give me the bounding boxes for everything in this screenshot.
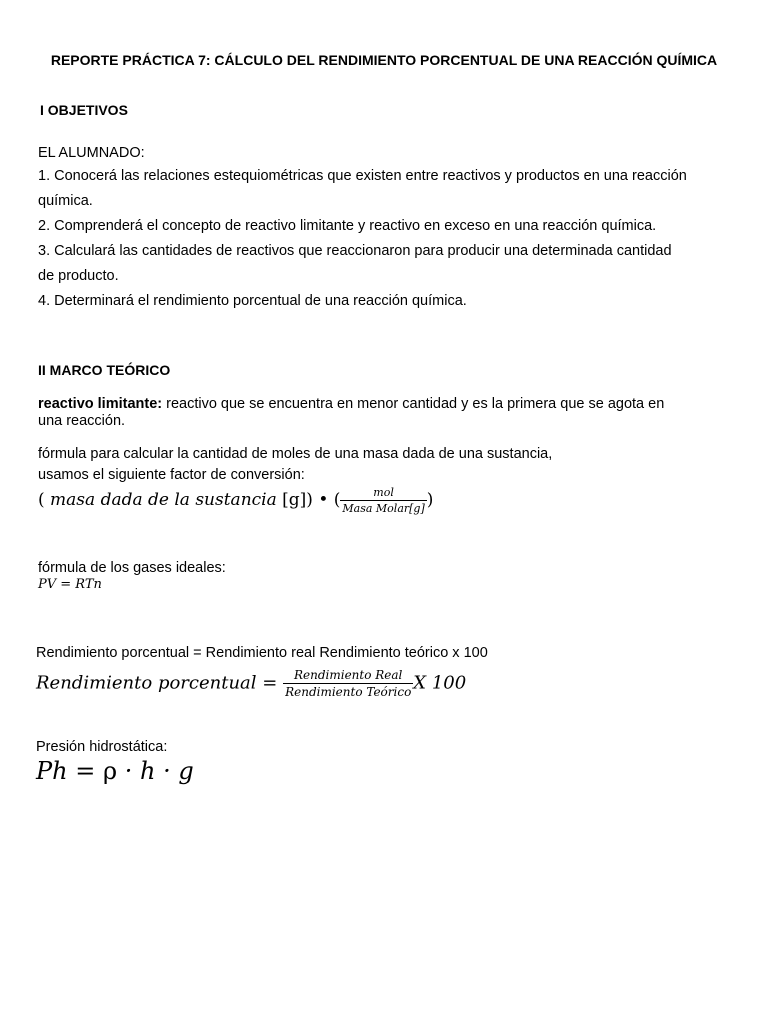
gases-formula: PV = RTn: [38, 577, 102, 592]
fraction-denominator: Rendimiento Teórico: [285, 685, 412, 699]
objetivo-line: 2. Comprenderá el concepto de reactivo limitante y reactivo en exceso en una reacción química.: [38, 218, 657, 234]
formula-rest: · h · g: [117, 757, 194, 785]
presion-label: Presión hidrostática:: [36, 739, 168, 755]
page-title: REPORTE PRÁCTICA 7: CÁLCULO DEL RENDIMIENTO PORCENTUAL DE UNA REACCIÓN QUÍMICA: [50, 52, 718, 68]
presion-formula: [36, 757, 194, 785]
formula-equals: =: [256, 672, 284, 694]
formula-unit: [g]): [276, 490, 313, 510]
section-heading-marco-teorico: II MARCO TEÓRICO: [38, 362, 171, 378]
formula-mass-expression: masa dada de la sustancia: [50, 490, 277, 510]
objetivo-line: 4. Determinará el rendimiento porcentual de una reacción química.: [38, 293, 467, 309]
formula-lhs: Rendimiento porcentual: [36, 672, 257, 694]
limitante-definition: reactivo que se encuentra en menor cantidad y es la primera que se agota en: [162, 396, 665, 412]
formula-rhs: X 100: [413, 672, 467, 694]
formula-lhs: Ph =: [36, 757, 103, 785]
formula-dot: • (: [312, 490, 341, 510]
moles-formula: [38, 486, 433, 515]
moles-text-cont: usamos el siguiente factor de conversión:: [38, 467, 305, 483]
formula-fraction: [340, 486, 426, 515]
limitante-term: reactivo limitante:: [38, 396, 163, 412]
formula-rho: ρ: [102, 757, 118, 785]
section-heading-objetivos: I OBJETIVOS: [40, 102, 128, 118]
objetivo-line: 1. Conocerá las relaciones estequiométricas que existen entre reactivos y productos en una reacción: [38, 168, 687, 184]
formula-open-paren: (: [38, 490, 51, 510]
objetivo-line: química.: [38, 193, 93, 209]
moles-text: fórmula para calcular la cantidad de moles de una masa dada de una sustancia,: [38, 446, 553, 462]
rendimiento-formula: [36, 668, 466, 699]
objetivo-line: de producto.: [38, 268, 119, 284]
fraction-denominator: Masa Molar[g]: [342, 502, 425, 515]
limitante-paragraph: [38, 395, 664, 413]
objetivo-line: 3. Calculará las cantidades de reactivos que reaccionaron para producir una determinada cantidad: [38, 243, 672, 259]
objetivos-list: [38, 164, 738, 314]
objetivos-intro: EL ALUMNADO:: [38, 145, 145, 161]
fraction-numerator: Rendimiento Real: [283, 668, 413, 684]
formula-close-paren: ): [426, 490, 434, 510]
fraction-numerator: mol: [340, 486, 426, 501]
limitante-definition-cont: una reacción.: [38, 413, 126, 429]
formula-fraction: [283, 668, 413, 699]
rendimiento-text: Rendimiento porcentual = Rendimiento real Rendimiento teórico x 100: [36, 645, 488, 661]
gases-label: fórmula de los gases ideales:: [38, 560, 226, 576]
